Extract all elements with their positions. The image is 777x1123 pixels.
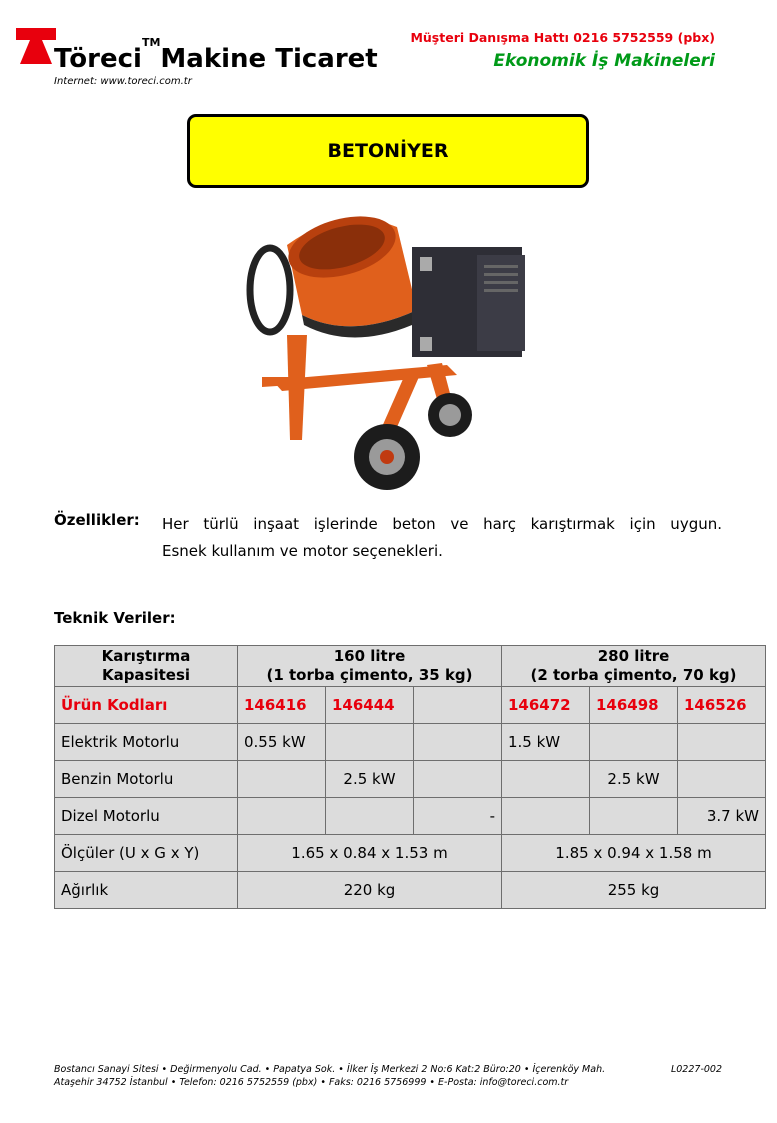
product-code xyxy=(414,687,502,724)
brand-name xyxy=(54,36,378,74)
table-cell: 1.5 kW xyxy=(502,724,590,761)
row-label: Ağırlık xyxy=(55,872,238,909)
weight-row xyxy=(55,872,766,909)
capacity-group-160 xyxy=(238,646,502,687)
table-cell xyxy=(414,724,502,761)
table-cell: - xyxy=(414,798,502,835)
product-code: 146472 xyxy=(502,687,590,724)
dimensions-280: 1.85 x 0.94 x 1.58 m xyxy=(502,835,766,872)
features-line: Her türlü inşaat işlerinde beton ve harç karıştırmak için uygun. xyxy=(162,515,722,533)
electric-motor-row xyxy=(55,724,766,761)
product-code: 146498 xyxy=(590,687,678,724)
toreci-logo-icon xyxy=(16,28,56,64)
weight-280: 255 kg xyxy=(502,872,766,909)
brand-name-text: Töreci xyxy=(54,44,142,74)
product-title-banner xyxy=(187,114,589,188)
capacity-header-row xyxy=(55,646,766,687)
table-cell: 0.55 kW xyxy=(238,724,326,761)
table-cell: 3.7 kW xyxy=(678,798,766,835)
row-label: Ürün Kodları xyxy=(55,687,238,724)
group-capacity-detail: (1 torba çimento, 35 kg) xyxy=(266,666,473,684)
footer-address xyxy=(54,1063,734,1089)
table-cell xyxy=(502,761,590,798)
table-cell xyxy=(502,798,590,835)
footer-line: Bostancı Sanayi Sitesi • Değirmenyolu Cad. • Papatya Sok. • İlker İş Merkezi 2 No:6 Kat:2 Büro:20 • İçerenköy Mah. xyxy=(54,1064,606,1075)
petrol-motor-row xyxy=(55,761,766,798)
diesel-motor-row xyxy=(55,798,766,835)
technical-spec-table xyxy=(54,645,766,909)
website-url: Internet: www.toreci.com.tr xyxy=(54,76,192,87)
product-codes-row xyxy=(55,687,766,724)
company-tagline: Ekonomik İş Makineleri xyxy=(493,51,715,71)
product-code: 146416 xyxy=(238,687,326,724)
table-cell xyxy=(590,798,678,835)
capacity-label-line: Kapasitesi xyxy=(101,666,191,684)
product-code: 146526 xyxy=(678,687,766,724)
features-description xyxy=(162,511,722,565)
document-code: L0227-002 xyxy=(670,1064,722,1075)
trademark-symbol: TM xyxy=(141,36,161,49)
row-label: Dizel Motorlu xyxy=(55,798,238,835)
technical-data-heading: Teknik Veriler: xyxy=(54,609,176,627)
capacity-group-280 xyxy=(502,646,766,687)
dimensions-160: 1.65 x 0.84 x 1.53 m xyxy=(238,835,502,872)
table-cell xyxy=(414,761,502,798)
weight-160: 220 kg xyxy=(238,872,502,909)
table-cell xyxy=(590,724,678,761)
group-capacity: 160 litre xyxy=(333,647,406,665)
table-cell xyxy=(678,761,766,798)
product-code: 146444 xyxy=(326,687,414,724)
table-cell xyxy=(238,761,326,798)
group-capacity-detail: (2 torba çimento, 70 kg) xyxy=(530,666,737,684)
table-cell: 2.5 kW xyxy=(590,761,678,798)
product-title: BETONİYER xyxy=(327,140,449,162)
table-cell xyxy=(678,724,766,761)
table-cell xyxy=(238,798,326,835)
brand-suffix: Makine Ticaret xyxy=(160,44,378,74)
capacity-label-line: Karıştırma xyxy=(101,647,191,665)
row-label: Elektrik Motorlu xyxy=(55,724,238,761)
row-label: Benzin Motorlu xyxy=(55,761,238,798)
table-cell xyxy=(326,724,414,761)
footer-line: Ataşehir 34752 İstanbul • Telefon: 0216 5752559 (pbx) • Faks: 0216 5756999 • E-Posta: info@toreci.com.tr xyxy=(54,1077,569,1088)
row-label: Ölçüler (U x G x Y) xyxy=(55,835,238,872)
group-capacity: 280 litre xyxy=(597,647,670,665)
table-cell xyxy=(326,798,414,835)
customer-hotline: Müşteri Danışma Hattı 0216 5752559 (pbx) xyxy=(410,30,715,45)
dimensions-row xyxy=(55,835,766,872)
table-cell: 2.5 kW xyxy=(326,761,414,798)
features-label: Özellikler: xyxy=(54,511,140,529)
features-line: Esnek kullanım ve motor seçenekleri. xyxy=(162,542,443,560)
concrete-mixer-image xyxy=(232,205,552,500)
capacity-label-cell xyxy=(55,646,238,687)
